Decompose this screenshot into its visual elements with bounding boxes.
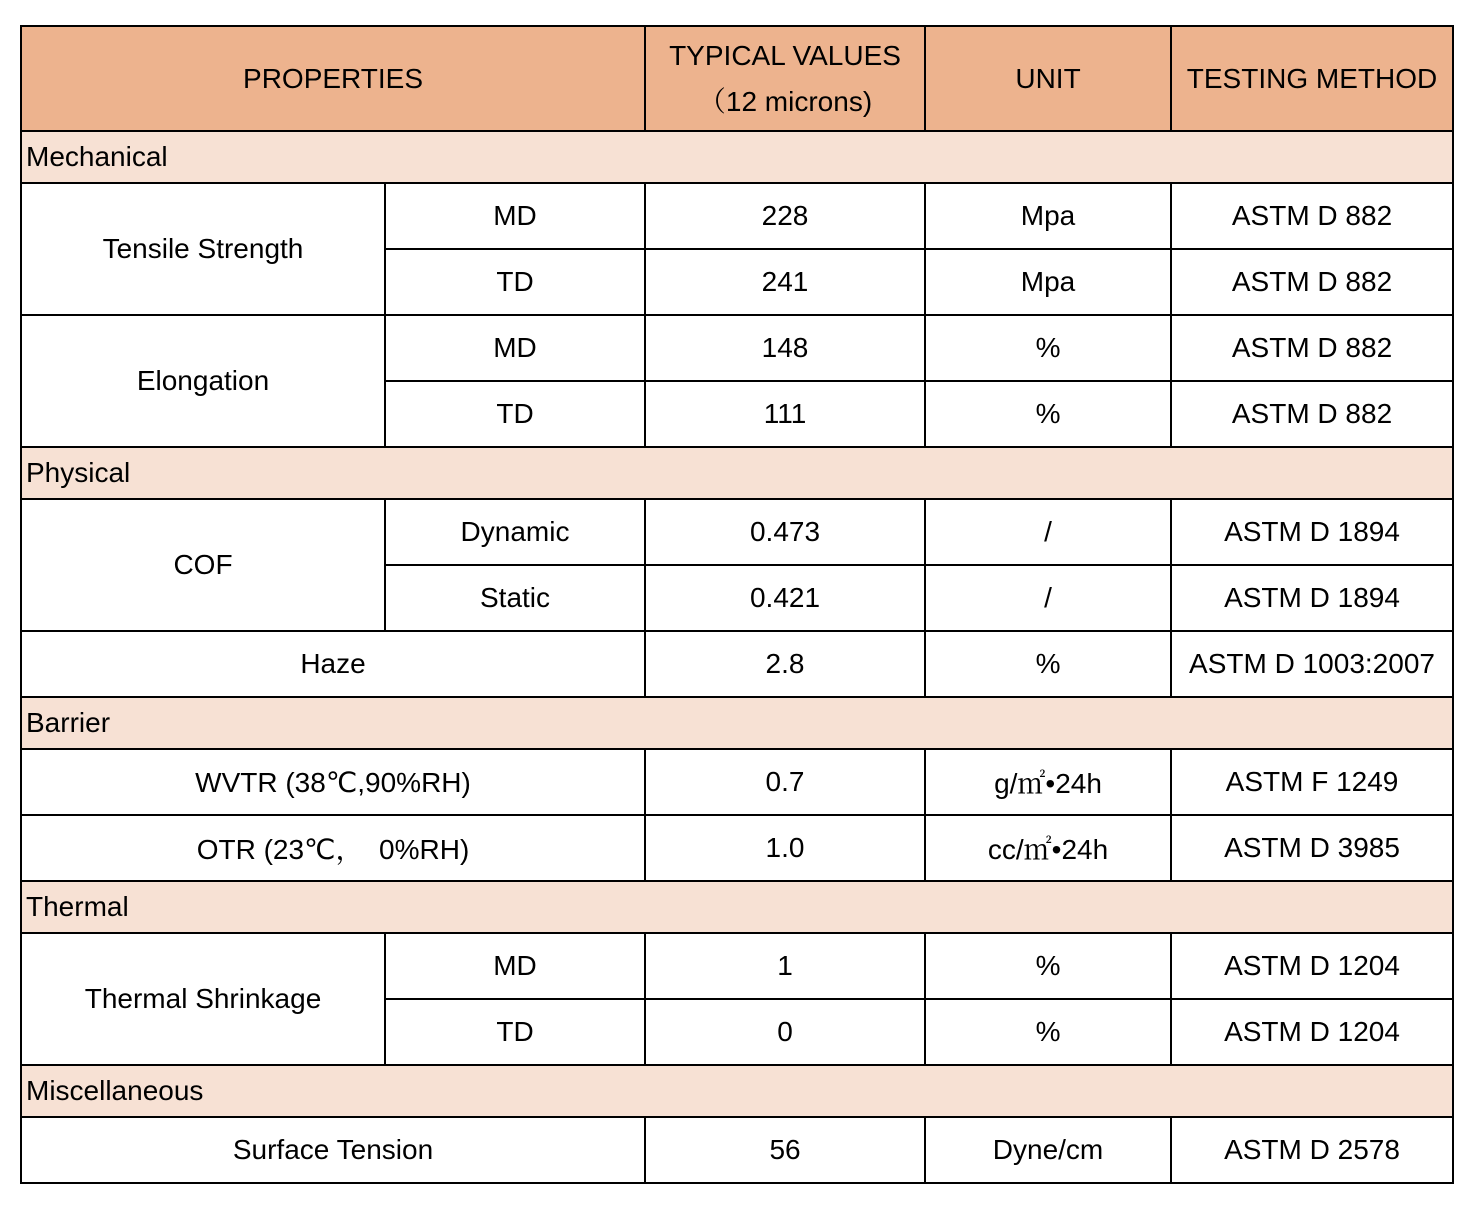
- table-row: [21, 183, 1453, 249]
- property-name: Haze: [21, 631, 645, 697]
- property-name: OTR (23℃， 0%RH): [21, 815, 645, 881]
- property-name: Surface Tension: [21, 1117, 645, 1183]
- header-unit: UNIT: [925, 26, 1171, 131]
- value-cell: 0: [645, 999, 925, 1065]
- unit-cell: Mpa: [925, 183, 1171, 249]
- section-row-mechanical: [21, 131, 1453, 183]
- value-cell: 56: [645, 1117, 925, 1183]
- value-cell: 0.7: [645, 749, 925, 815]
- header-properties: PROPERTIES: [21, 26, 645, 131]
- method-cell: ASTM D 882: [1171, 315, 1453, 381]
- method-cell: ASTM D 2578: [1171, 1117, 1453, 1183]
- direction-cell: TD: [385, 999, 645, 1065]
- table-row: [21, 499, 1453, 565]
- table-row: [21, 631, 1453, 697]
- unit-cell: %: [925, 631, 1171, 697]
- table-row: [21, 749, 1453, 815]
- header-typical-line1: TYPICAL VALUES: [669, 39, 901, 71]
- value-cell: 0.421: [645, 565, 925, 631]
- value-cell: 1: [645, 933, 925, 999]
- value-cell: 1.0: [645, 815, 925, 881]
- method-cell: ASTM D 882: [1171, 249, 1453, 315]
- method-cell: ASTM D 1003:2007: [1171, 631, 1453, 697]
- method-cell: ASTM D 1894: [1171, 499, 1453, 565]
- unit-cell: /: [925, 499, 1171, 565]
- unit-cell: g/㎡•24h: [925, 749, 1171, 815]
- value-cell: 241: [645, 249, 925, 315]
- table-row: [21, 315, 1453, 381]
- table-row: [21, 1117, 1453, 1183]
- method-cell: ASTM D 882: [1171, 183, 1453, 249]
- unit-cell: %: [925, 315, 1171, 381]
- section-row-barrier: [21, 697, 1453, 749]
- property-name: Tensile Strength: [21, 183, 385, 315]
- unit-cell: %: [925, 999, 1171, 1065]
- unit-cell: Dyne/cm: [925, 1117, 1171, 1183]
- property-name: WVTR (38℃,90%RH): [21, 749, 645, 815]
- properties-table: [20, 25, 1454, 1184]
- header-typical-values: [645, 26, 925, 131]
- method-cell: ASTM D 3985: [1171, 815, 1453, 881]
- value-cell: 228: [645, 183, 925, 249]
- direction-cell: TD: [385, 249, 645, 315]
- section-row-thermal: [21, 881, 1453, 933]
- unit-cell: /: [925, 565, 1171, 631]
- direction-cell: TD: [385, 381, 645, 447]
- value-cell: 0.473: [645, 499, 925, 565]
- method-cell: ASTM D 1204: [1171, 999, 1453, 1065]
- direction-cell: Dynamic: [385, 499, 645, 565]
- section-row-miscellaneous: [21, 1065, 1453, 1117]
- table-row: [21, 933, 1453, 999]
- direction-cell: MD: [385, 933, 645, 999]
- value-cell: 148: [645, 315, 925, 381]
- unit-cell: %: [925, 933, 1171, 999]
- unit-cell: %: [925, 381, 1171, 447]
- value-cell: 111: [645, 381, 925, 447]
- value-cell: 2.8: [645, 631, 925, 697]
- section-title: Physical: [21, 447, 1453, 499]
- header-row: [21, 26, 1453, 131]
- method-cell: ASTM D 882: [1171, 381, 1453, 447]
- direction-cell: Static: [385, 565, 645, 631]
- unit-cell: cc/㎡•24h: [925, 815, 1171, 881]
- section-title: Barrier: [21, 697, 1453, 749]
- section-title: Thermal: [21, 881, 1453, 933]
- direction-cell: MD: [385, 315, 645, 381]
- direction-cell: MD: [385, 183, 645, 249]
- unit-cell: Mpa: [925, 249, 1171, 315]
- section-row-physical: [21, 447, 1453, 499]
- header-testing-method: TESTING METHOD: [1171, 26, 1453, 131]
- property-name: Thermal Shrinkage: [21, 933, 385, 1065]
- method-cell: ASTM F 1249: [1171, 749, 1453, 815]
- property-name: Elongation: [21, 315, 385, 447]
- section-title: Mechanical: [21, 131, 1453, 183]
- method-cell: ASTM D 1894: [1171, 565, 1453, 631]
- section-title: Miscellaneous: [21, 1065, 1453, 1117]
- table-row: [21, 815, 1453, 881]
- method-cell: ASTM D 1204: [1171, 933, 1453, 999]
- header-typical-line2: （12 microns): [697, 85, 873, 117]
- property-name: COF: [21, 499, 385, 631]
